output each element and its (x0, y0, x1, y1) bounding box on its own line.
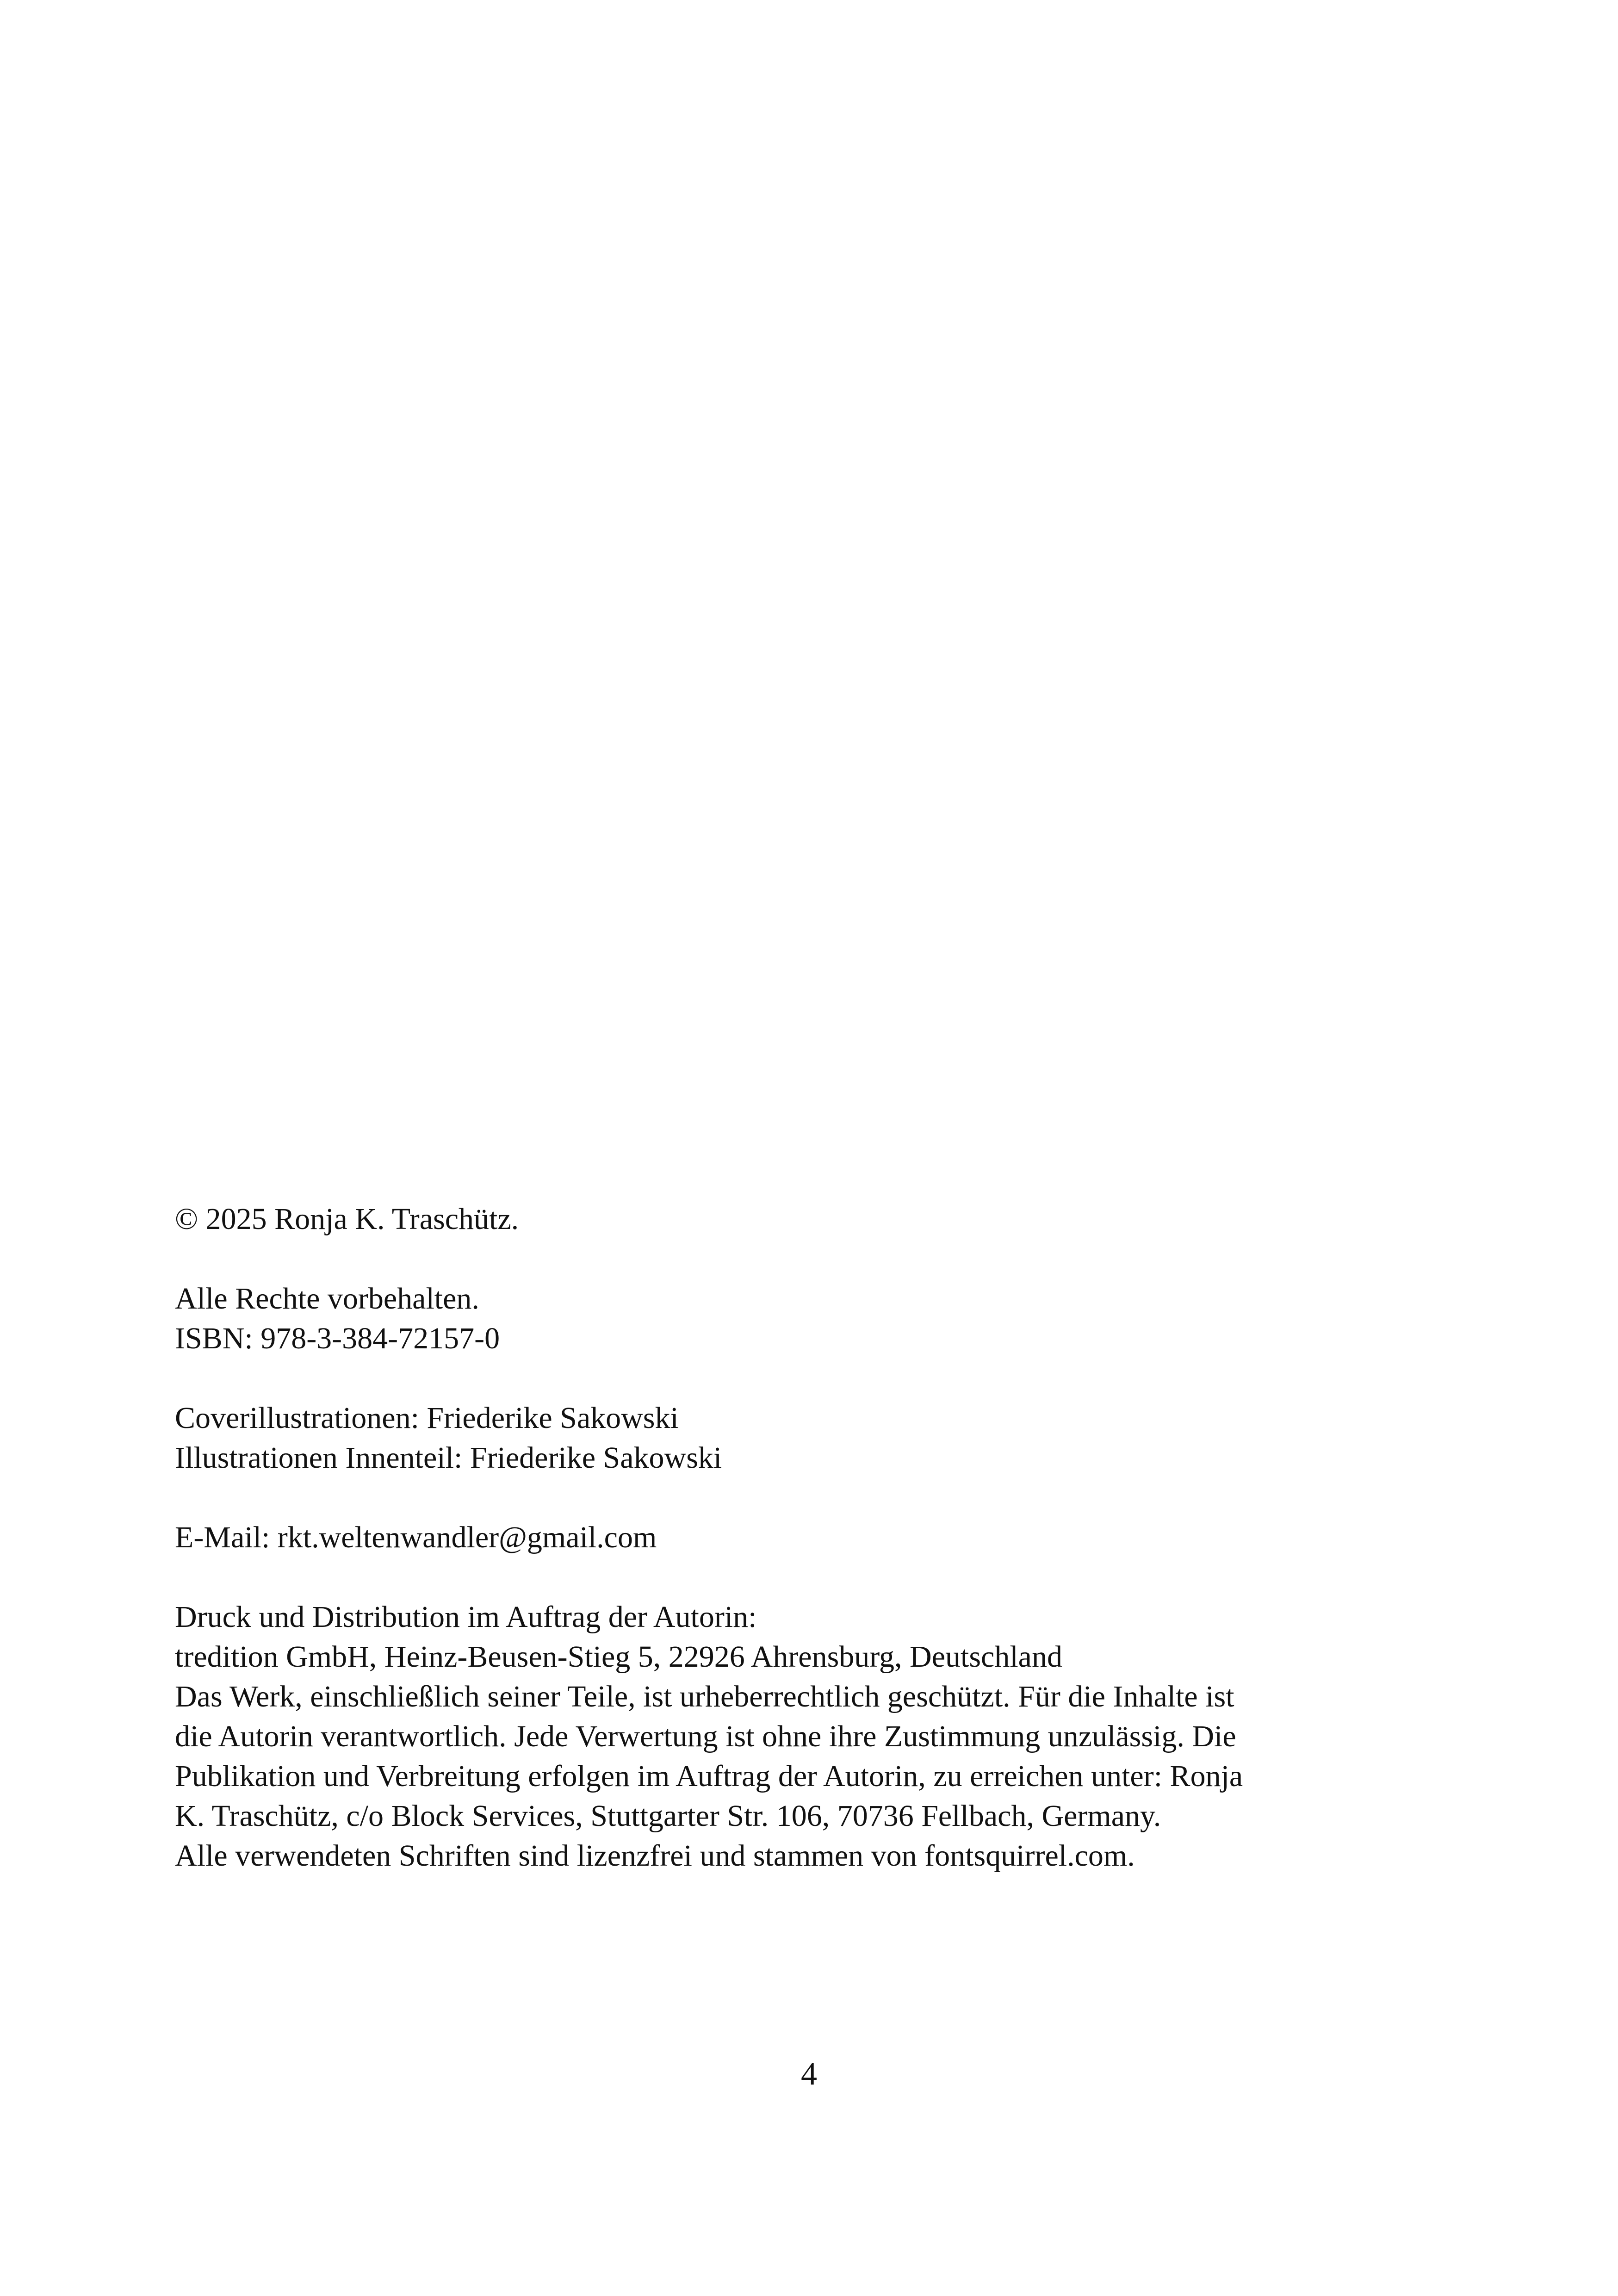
print-line: K. Traschütz, c/o Block Services, Stuttgarter Str. 106, 70736 Fellbach, Germany. (175, 1799, 1161, 1833)
imprint-block (175, 1199, 1452, 1876)
spacer (175, 1239, 1452, 1279)
print-line: Alle verwendeten Schriften sind lizenzfrei und stammen von fontsquirrel.com. (175, 1839, 1135, 1873)
email-line: E-Mail: rkt.weltenwandler@gmail.com (175, 1520, 657, 1554)
print-heading-line: Druck und Distribution im Auftrag der Autorin: (175, 1600, 757, 1634)
page-number: 4 (801, 2056, 817, 2092)
print-line: tredition GmbH, Heinz-Beusen-Stieg 5, 22926 Ahrensburg, Deutschland (175, 1640, 1062, 1674)
print-line: Publikation und Verbreitung erfolgen im Auftrag der Autorin, zu erreichen unter: Ronja (175, 1759, 1243, 1793)
isbn-line: ISBN: 978-3-384-72157-0 (175, 1322, 500, 1355)
cover-illustrations-line: Coverillustrationen: Friederike Sakowski (175, 1401, 679, 1435)
rights-line: Alle Rechte vorbehalten. (175, 1282, 479, 1316)
interior-illustrations-line: Illustrationen Innenteil: Friederike Sakowski (175, 1441, 722, 1475)
spacer (175, 1359, 1452, 1398)
print-line: Das Werk, einschließlich seiner Teile, ist urheberrechtlich geschützt. Für die Inhalte ist (175, 1680, 1234, 1713)
print-line: die Autorin verantwortlich. Jede Verwertung ist ohne ihre Zustimmung unzulässig. Die (175, 1719, 1236, 1753)
spacer (175, 1558, 1452, 1597)
copyright-line: © 2025 Ronja K. Traschütz. (175, 1202, 519, 1236)
spacer (175, 1478, 1452, 1518)
